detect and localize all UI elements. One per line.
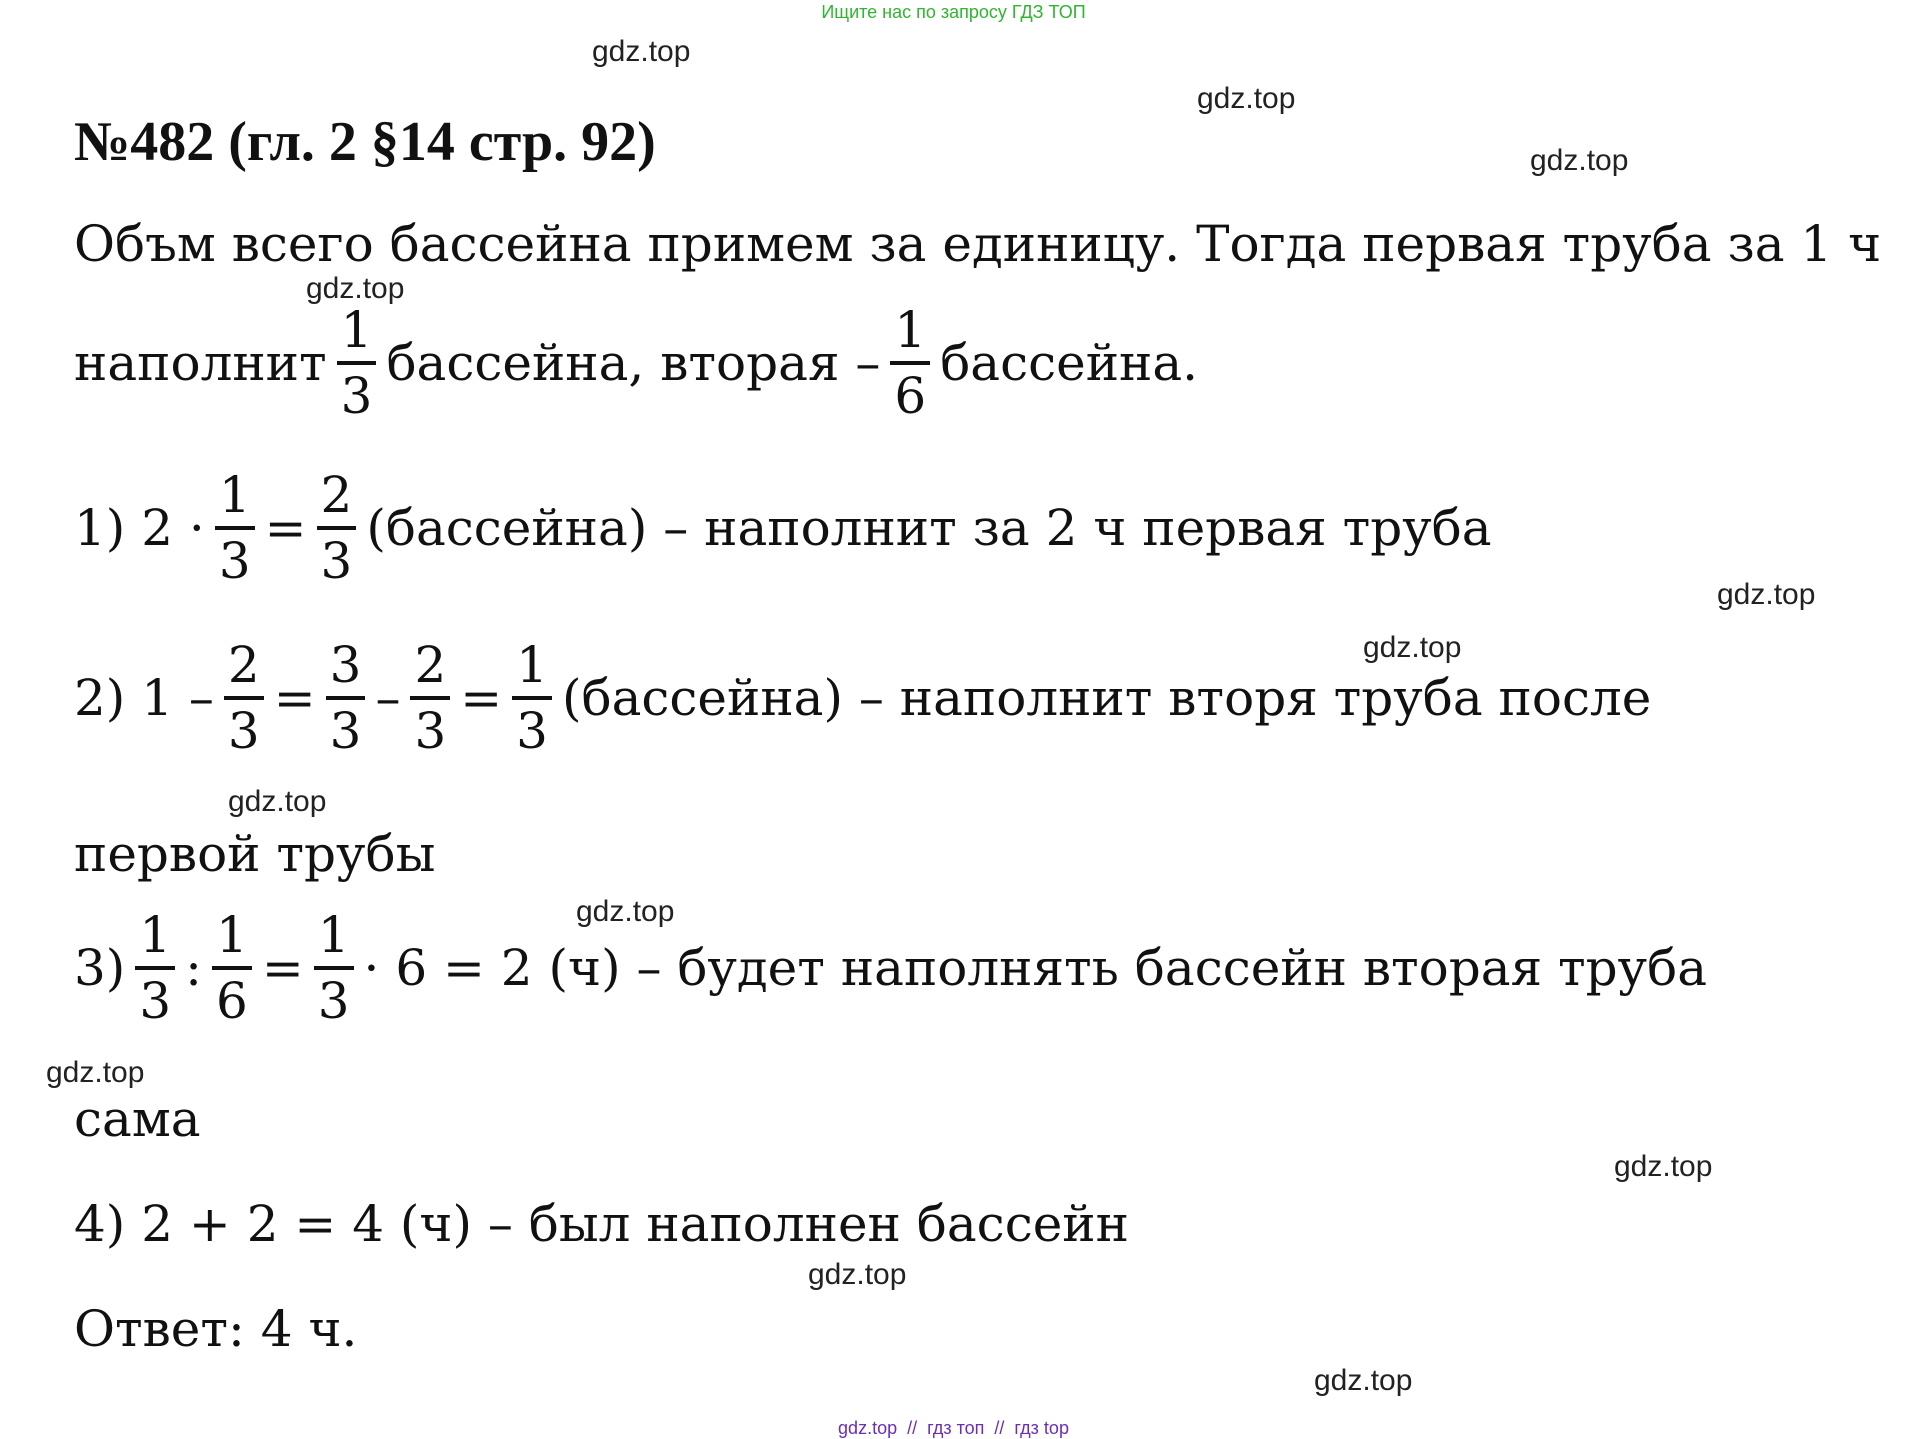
task-title: №482 (гл. 2 §14 стр. 92) <box>74 111 656 173</box>
watermark: gdz.top <box>1363 631 1462 664</box>
step-1-equals: = <box>264 499 307 557</box>
step-4 <box>74 1195 1129 1253</box>
answer-text: Ответ: 4 ч. <box>74 1300 358 1358</box>
step-3-fraction-c: $\frac{1}{3}$ <box>314 910 354 1026</box>
watermark: gdz.top <box>1197 82 1296 115</box>
intro-line-1 <box>74 215 1881 273</box>
intro-line-2 <box>74 301 1199 425</box>
step-3-cont-text: сама <box>74 1090 201 1148</box>
step-3-colon: : <box>185 939 202 997</box>
watermark: gdz.top <box>306 272 405 305</box>
step-1-prefix: 1) 2 · <box>74 499 205 557</box>
watermark: gdz.top <box>228 785 327 818</box>
intro-text-2a: наполнит <box>74 334 327 392</box>
watermark: gdz.top <box>46 1056 145 1089</box>
step-3-prefix: 3) <box>74 939 126 997</box>
watermark: gdz.top <box>1614 1150 1713 1183</box>
watermark: gdz.top <box>592 35 691 68</box>
step-3-continuation <box>74 1090 201 1148</box>
watermark: gdz.top <box>808 1258 907 1291</box>
fraction-one-third: $\frac{1}{3}$ <box>337 305 377 421</box>
step-3-text: · 6 = 2 (ч) – будет наполнять бассейн вторая труба <box>363 939 1708 997</box>
step-3-fraction-a: $\frac{1}{3}$ <box>135 910 175 1026</box>
step-2-equals-2: = <box>460 669 503 727</box>
watermark: gdz.top <box>1530 144 1629 177</box>
step-1 <box>74 466 1492 590</box>
step-2-fraction-a: $\frac{2}{3}$ <box>224 640 264 756</box>
watermark: gdz.top <box>576 895 675 928</box>
step-4-text: 4) 2 + 2 = 4 (ч) – был наполнен бассейн <box>74 1195 1129 1253</box>
intro-text-2c: бассейна. <box>940 334 1199 392</box>
intro-text-2b: бассейна, вторая – <box>386 334 881 392</box>
step-2-fraction-c: $\frac{2}{3}$ <box>410 640 450 756</box>
fraction-one-sixth: $\frac{1}{6}$ <box>890 305 930 421</box>
step-1-text: (бассейна) – наполнит за 2 ч первая труба <box>366 499 1492 557</box>
step-1-fraction-b: $\frac{2}{3}$ <box>317 470 357 586</box>
step-2-equals-1: = <box>273 669 316 727</box>
step-1-fraction-a: $\frac{1}{3}$ <box>215 470 255 586</box>
step-2-continuation <box>74 825 435 883</box>
step-2-text: (бассейна) – наполнит вторя труба после <box>561 669 1652 727</box>
watermark: gdz.top <box>1314 1364 1413 1397</box>
step-2-fraction-d: $\frac{1}{3}$ <box>512 640 552 756</box>
step-2-minus: – <box>375 669 401 727</box>
watermark: gdz.top <box>1717 578 1816 611</box>
step-3 <box>74 906 1708 1030</box>
step-2-fraction-b: $\frac{3}{3}$ <box>326 640 366 756</box>
intro-text-1: Объм всего бассейна примем за единицу. Тогда первая труба за 1 ч <box>74 215 1882 273</box>
step-3-equals: = <box>261 939 304 997</box>
step-2-cont-text: первой трубы <box>74 825 436 883</box>
step-2-prefix: 2) 1 – <box>74 669 214 727</box>
footer-links: gdz.top // гдз топ // гдз top <box>838 1418 1069 1438</box>
answer <box>74 1300 357 1358</box>
search-banner: Ищите нас по запросу ГДЗ ТОП <box>821 2 1086 22</box>
step-3-fraction-b: $\frac{1}{6}$ <box>212 910 252 1026</box>
